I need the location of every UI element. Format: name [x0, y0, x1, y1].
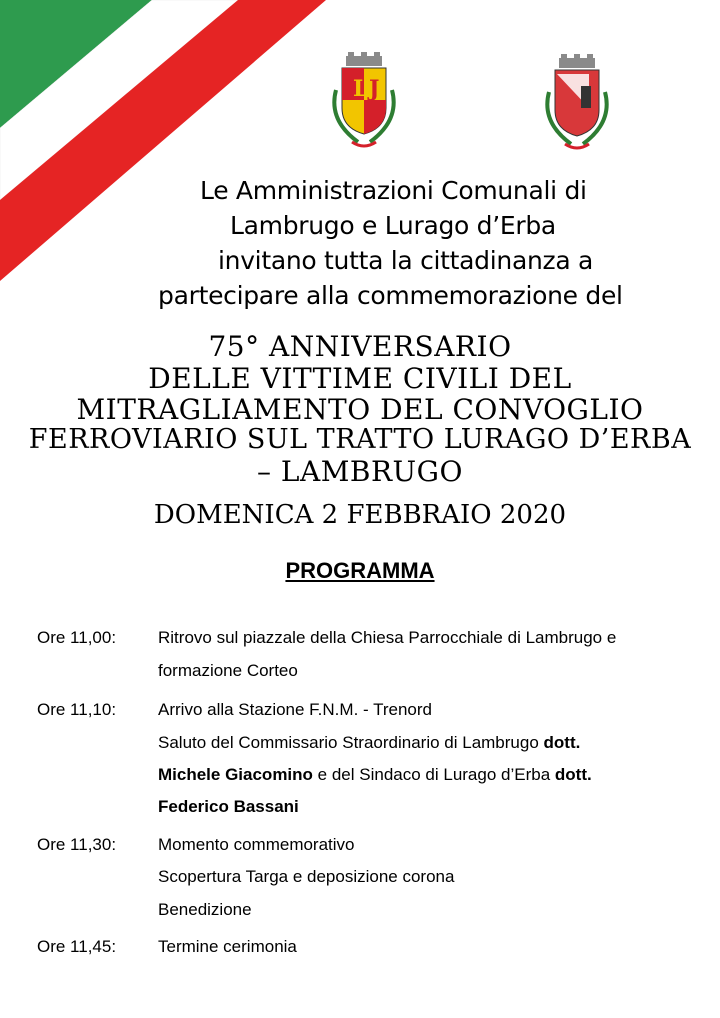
commissioner-name: Michele Giacomino	[158, 765, 313, 784]
title-line-5: – LAMBRUGO	[257, 455, 463, 488]
svg-text:L: L	[353, 76, 369, 102]
intro-line-1: Le Amministrazioni Comunali di	[200, 176, 587, 205]
svg-text:J: J	[369, 76, 380, 102]
greeting-text: Saluto del Commissario Straordinario di Lambrugo	[158, 733, 544, 752]
title-dott-2: dott.	[554, 765, 592, 784]
intro-line-2: Lambrugo e Lurago d’Erba	[230, 211, 556, 240]
intro-line-3: invitano tutta la cittadinanza a	[218, 246, 594, 275]
schedule-time-2: Ore 11,10:	[37, 700, 117, 719]
title-line-4: FERROVIARIO SUL TRATTO LURAGO D’ERBA	[28, 424, 692, 455]
schedule-item-2-line-1: Arrivo alla Stazione F.N.M. - Trenord	[158, 700, 432, 719]
schedule-item-1-line-2: formazione Corteo	[158, 661, 298, 680]
schedule-item-2-line-2	[158, 733, 580, 753]
event-date: DOMENICA 2 FEBBRAIO 2020	[153, 500, 567, 530]
schedule-item-3-line-1: Momento commemorativo	[158, 835, 355, 854]
lurago-derba-coat-of-arms-icon	[535, 52, 619, 156]
schedule-item-1-line-1: Ritrovo sul piazzale della Chiesa Parrocchiale di Lambrugo e	[158, 628, 617, 647]
schedule-item-3-line-2: Scopertura Targa e deposizione corona	[158, 867, 455, 886]
schedule-time-1: Ore 11,00:	[37, 628, 117, 647]
schedule-time-4: Ore 11,45:	[37, 937, 117, 956]
title-line-3: MITRAGLIAMENTO DEL CONVOGLIO	[76, 393, 644, 426]
mayor-intro-text: e del Sindaco di Lurago d’Erba	[312, 765, 555, 784]
mayor-name: Federico Bassani	[158, 797, 299, 816]
programma-heading: PROGRAMMA	[285, 558, 435, 583]
title-line-2: DELLE VITTIME CIVILI DEL	[148, 362, 572, 395]
schedule-item-2-line-3	[158, 765, 592, 785]
intro-line-4: partecipare alla commemorazione del	[158, 281, 623, 310]
lambrugo-coat-of-arms-icon	[322, 50, 406, 154]
schedule-item-3-line-3: Benedizione	[158, 900, 252, 919]
title-line-1: 75° ANNIVERSARIO	[208, 330, 512, 363]
title-dott: dott.	[543, 733, 581, 752]
schedule-item-4-line-1: Termine cerimonia	[158, 937, 297, 956]
schedule-time-3: Ore 11,30:	[37, 835, 117, 854]
